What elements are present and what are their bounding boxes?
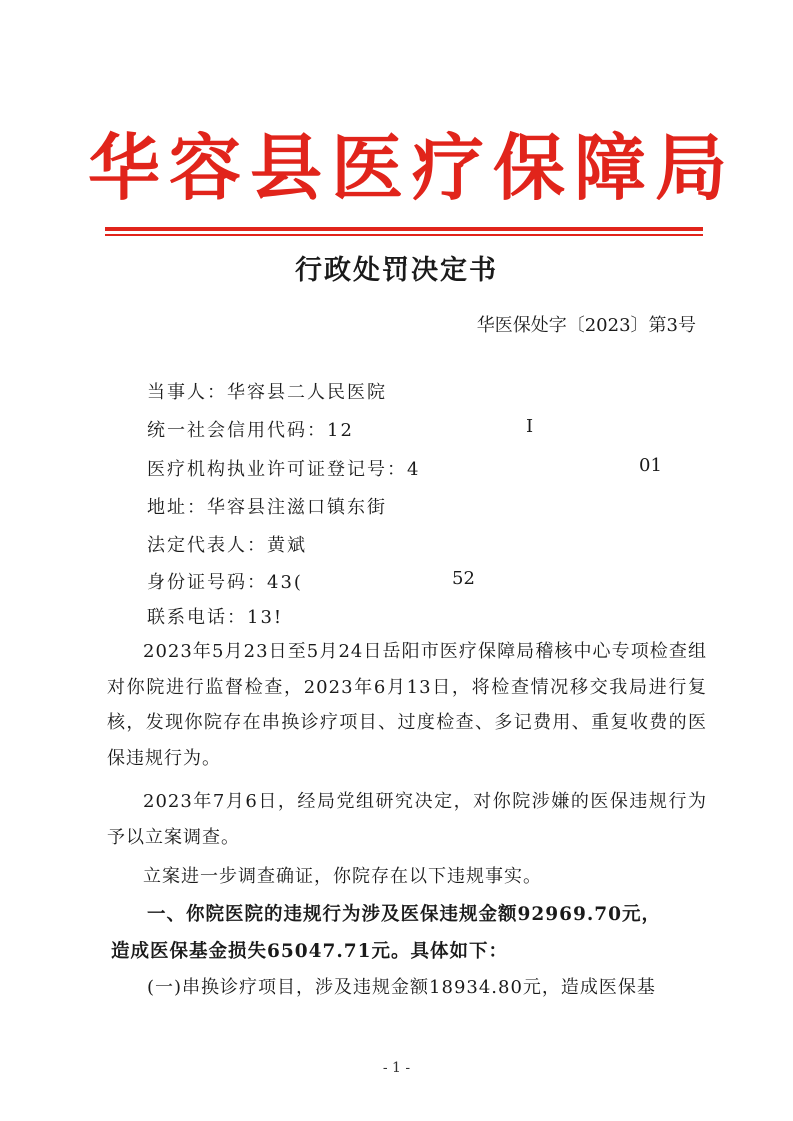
paragraph-findings-intro: 立案进一步调查确证，你院存在以下违规事实。: [143, 866, 542, 887]
party-name-value: 华容县二人民医院: [227, 382, 387, 403]
legal-rep-value: 黄斌: [267, 535, 307, 556]
license-value: 4: [407, 459, 421, 480]
party-name-line: [147, 378, 387, 404]
party-name-label: 当事人：: [147, 382, 227, 403]
credit-code-tail: I: [526, 416, 534, 437]
red-rule-thin: [105, 234, 703, 236]
phone-line: [147, 603, 283, 629]
credit-code-line: [147, 416, 354, 442]
id-number-label: 身份证号码：: [147, 572, 267, 593]
address-label: 地址：: [147, 497, 207, 518]
id-number-value: 43(: [267, 572, 303, 593]
paragraph-inspection: 2023年5月23日至5月24日岳阳市医疗保障局稽核中心专项检查组对你院进行监督检查，2023年6月13日，将检查情况移交我局进行复核，发现你院存在串换诊疗项目、过度检查、多记费用、重复收费的医保违规行为。: [107, 641, 707, 769]
document-title: 行政处罚决定书: [295, 255, 498, 286]
address-value: 华容县注滋口镇东街: [207, 497, 387, 518]
address-line: [147, 493, 387, 519]
id-number-line: [147, 568, 303, 594]
license-tail: 01: [639, 455, 662, 476]
credit-code-value: 12: [327, 420, 354, 441]
legal-rep-label: 法定代表人：: [147, 535, 267, 556]
red-rule-thick: [105, 227, 703, 231]
paragraph-case-filing: 2023年7月6日，经局党组研究决定，对你院涉嫌的医保违规行为予以立案调查。: [107, 791, 707, 848]
phone-label: 联系电话：: [147, 607, 247, 628]
phone-value: 13!: [247, 607, 284, 628]
agency-red-header: 华容县医疗保障局: [88, 125, 737, 210]
legal-rep-line: [147, 531, 307, 557]
id-number-tail: 52: [452, 568, 475, 589]
license-line: [147, 455, 420, 481]
credit-code-label: 统一社会信用代码：: [147, 420, 327, 441]
license-label: 医疗机构执业许可证登记号：: [147, 459, 407, 480]
paragraph-item-one: (一)串换诊疗项目，涉及违规金额18934.80元，造成医保基: [147, 977, 656, 998]
violation-summary-line2: 造成医保基金损失65047.71元。具体如下：: [111, 941, 509, 962]
document-number: 华医保处字〔2023〕第3号: [476, 315, 696, 336]
violation-summary-line1: 一、你院医院的违规行为涉及医保违规金额92969.70元，: [147, 904, 662, 925]
page-number: - 1 -: [382, 1060, 411, 1076]
